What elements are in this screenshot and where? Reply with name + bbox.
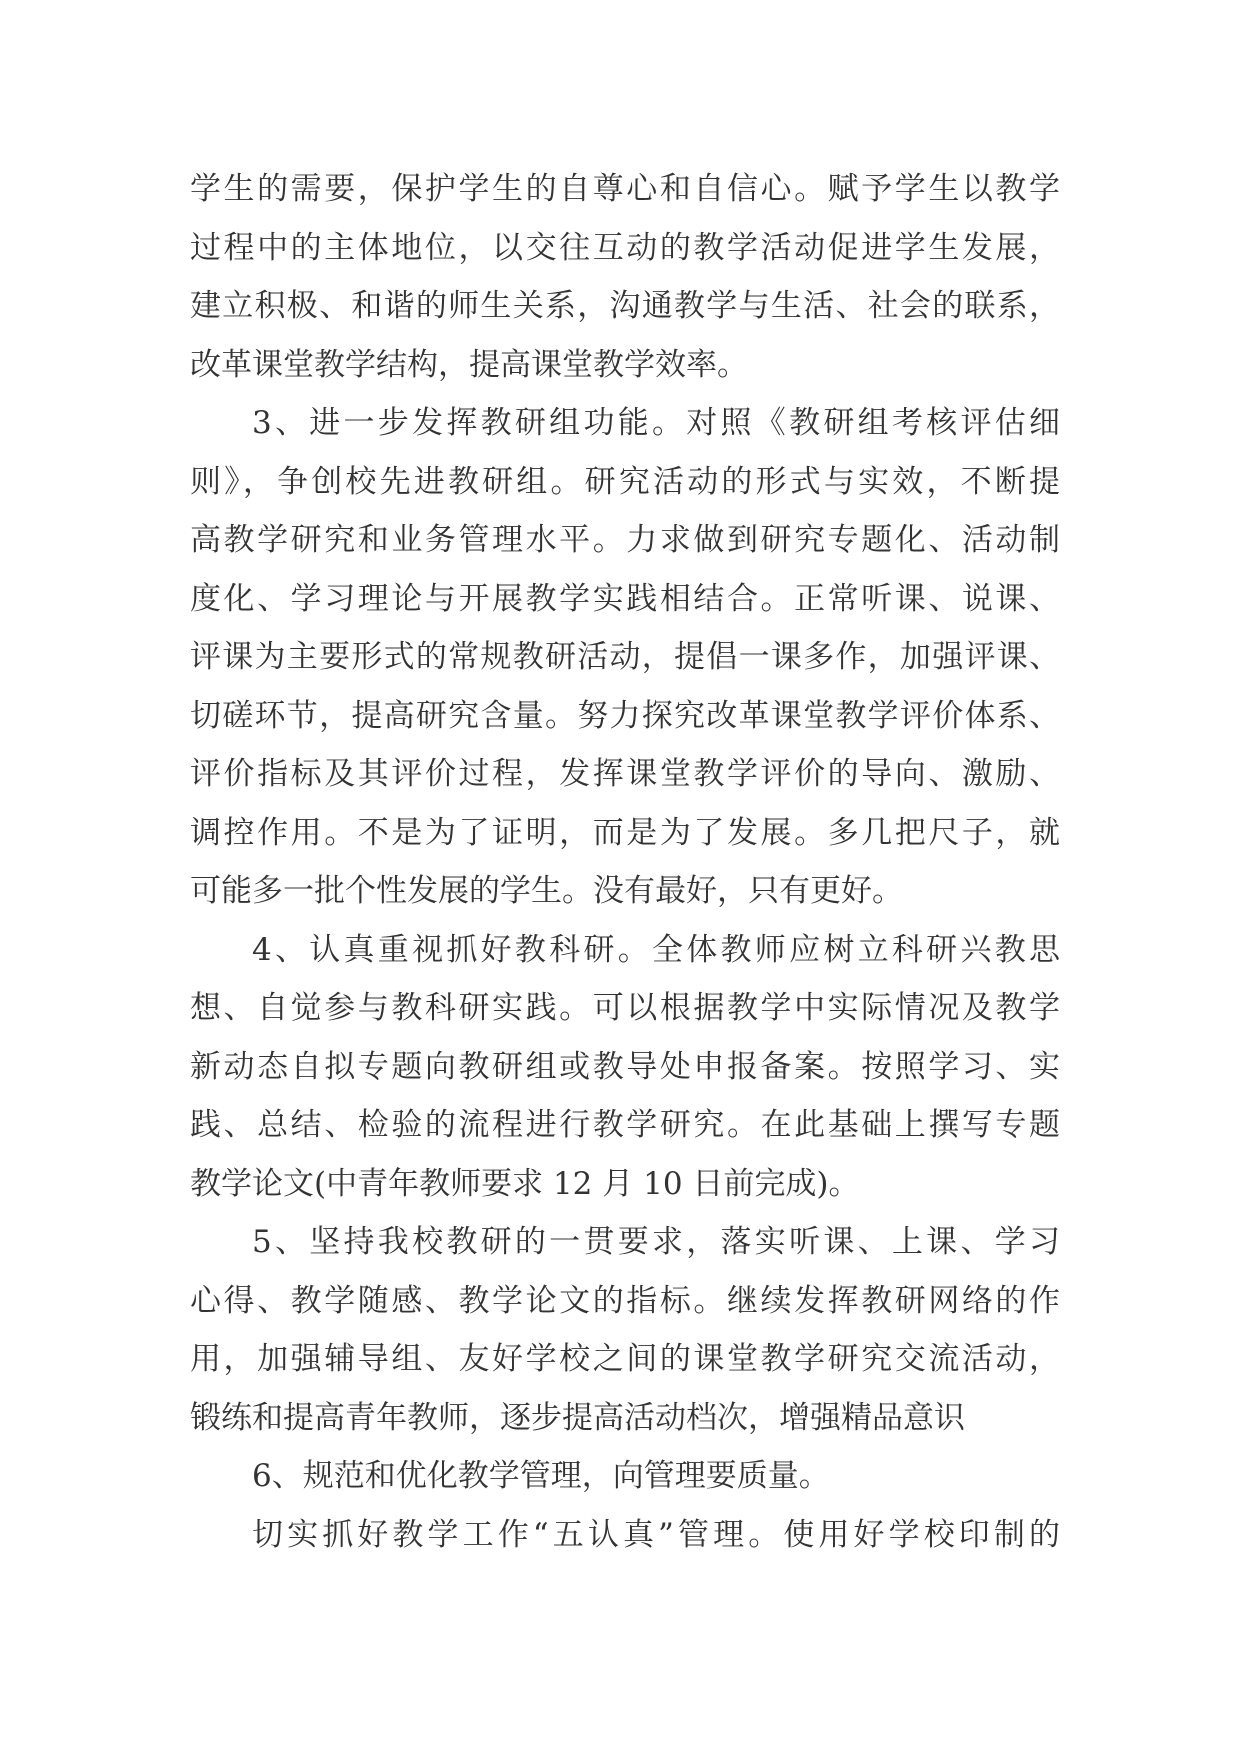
text-line: 切实抓好教学工作“五认真”管理。使用好学校印制的	[252, 1516, 1060, 1553]
document-body	[190, 160, 1060, 1564]
text-line: 锻练和提高青年教师，逐步提高活动档次，增强精品意识	[190, 1399, 965, 1436]
text-line: 5、坚持我校教研的一贯要求，落实听课、上课、学习	[252, 1224, 1060, 1260]
text-line: 切磋环节，提高研究含量。努力探究改革课堂教学评价体系、	[190, 697, 1060, 734]
text-line: 6、规范和优化教学管理，向管理要质量。	[252, 1458, 830, 1494]
text-line: 改革课堂教学结构，提高课堂教学效率。	[190, 346, 748, 383]
text-line: 4、认真重视抓好教科研。全体教师应树立科研兴教思	[252, 931, 1060, 968]
text-line: 建立积极、和谐的师生关系，沟通教学与生活、社会的联系，	[190, 288, 1060, 324]
text-line: 调控作用。不是为了证明，而是为了发展。多几把尺子，就	[190, 814, 1060, 851]
text-line: 度化、学习理论与开展教学实践相结合。正常听课、说课、	[190, 580, 1060, 617]
text-line: 学生的需要，保护学生的自尊心和自信心。赋予学生以教学	[190, 171, 1060, 207]
text-line: 评课为主要形式的常规教研活动，提倡一课多作，加强评课、	[190, 639, 1060, 675]
text-line: 评价指标及其评价过程，发挥课堂教学评价的导向、激励、	[190, 756, 1060, 792]
text-line: 教学论文(中青年教师要求 12 月 10 日前完成)。	[190, 1165, 860, 1202]
text-line: 过程中的主体地位，以交往互动的教学活动促进学生发展，	[190, 229, 1060, 266]
text-line: 新动态自拟专题向教研组或教导处申报备案。按照学习、实	[190, 1048, 1060, 1085]
text-line: 心得、教学随感、教学论文的指标。继续发挥教研网络的作	[190, 1282, 1060, 1319]
text-line: 可能多一批个性发展的学生。没有最好，只有更好。	[190, 873, 903, 909]
text-line: 高教学研究和业务管理水平。力求做到研究专题化、活动制	[190, 522, 1060, 558]
text-line: 想、自觉参与教科研实践。可以根据教学中实际情况及教学	[190, 990, 1060, 1026]
text-line: 践、总结、检验的流程进行教学研究。在此基础上撰写专题	[190, 1107, 1060, 1143]
text-line: 则》，争创校先进教研组。研究活动的形式与实效，不断提	[190, 463, 1060, 500]
text-line: 3、进一步发挥教研组功能。对照《教研组考核评估细	[252, 405, 1060, 441]
text-line: 用，加强辅导组、友好学校之间的课堂教学研究交流活动，	[190, 1341, 1060, 1377]
